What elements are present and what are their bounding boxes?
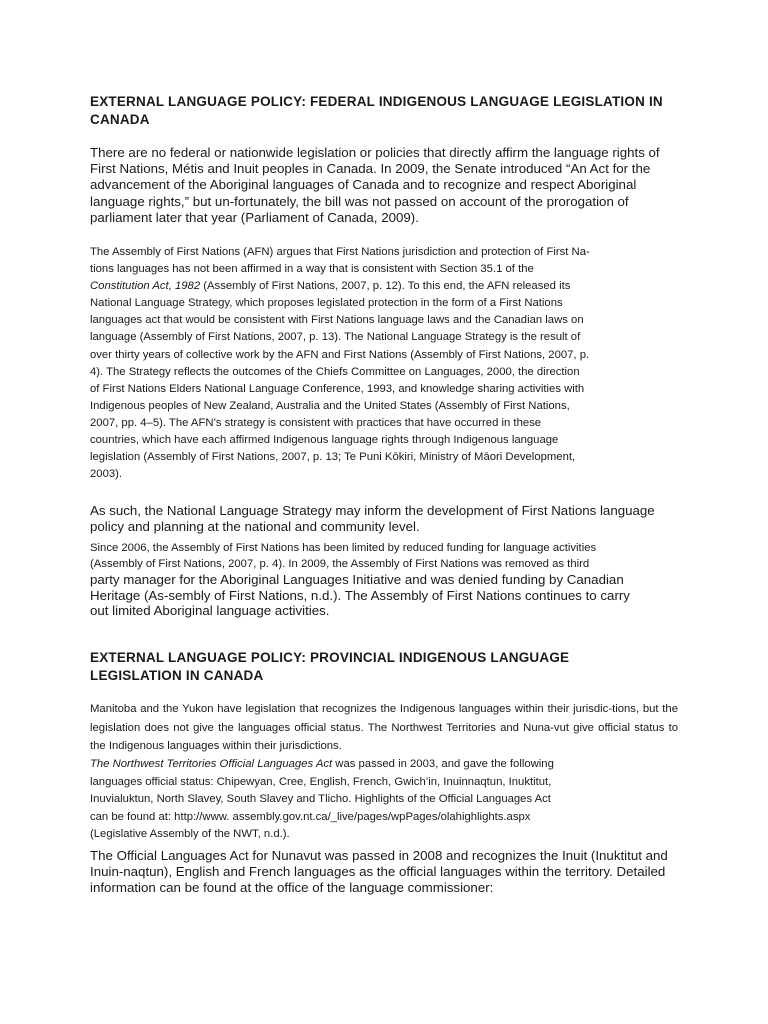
text-line: languages act that would be consistent with First Nations language laws and the Canadian laws on (90, 314, 584, 327)
text-line: Heritage (As-sembly of First Nations, n.d.). The Assembly of First Nations continues to carry (90, 587, 630, 603)
constitution-act-title: Constitution Act, 1982 (90, 280, 201, 293)
text-line: Inuvialuktun, North Slavey, South Slavey and Tlicho. Highlights of the Official Languages Act (90, 793, 551, 805)
text-line: (Legislative Assembly of the NWT, n.d.). (90, 828, 290, 840)
text-line: tions languages has not been affirmed in a way that is consistent with Section 35.1 of the (90, 263, 534, 276)
paragraph-federal-intro: There are no federal or nationwide legislation or policies that directly affirm the language rights of First Nations, Métis and Inuit peoples in Canada. In 2009, the Senate introduced “An Act for the advancement of the Aboriginal languages of Canada and to recognize and respect Aboriginal language rights,” but un-fortunately, the bill was not passed on account of the prorogation of parliament later that year (Parliament of Canada, 2009). (90, 145, 660, 225)
section-heading-federal: EXTERNAL LANGUAGE POLICY: FEDERAL INDIGENOUS LANGUAGE LEGISLATION IN CANADA (90, 94, 663, 127)
paragraph-nwt-act (90, 756, 678, 844)
text-line (90, 278, 678, 295)
paragraph-afn-funding (90, 541, 678, 619)
text-line: 2007, pp. 4–5). The AFN’s strategy is consistent with practices that have occurred in these (90, 416, 542, 429)
paragraph-provincial-intro: Manitoba and the Yukon have legislation that recognizes the Indigenous languages within their jurisdic-tions, but the legislation does not give the languages official status. The Northwest Territories and Nuna-vut give official status to the Indigenous languages within their jurisdictions. (90, 703, 678, 752)
text-line: Since 2006, the Assembly of First Nations has been limited by reduced funding for language activities (90, 542, 597, 554)
text-line: languages official status: Chipewyan, Cree, English, French, Gwich’in, Inuinnaqtun, Inuktitut, (90, 775, 552, 788)
text-line: Indigenous peoples of New Zealand, Australia and the United States (Assembly of First Nations, (90, 399, 570, 412)
text-line: out limited Aboriginal language activities. (90, 603, 330, 618)
text-line: countries, which have each affirmed Indigenous language rights through Indigenous language (90, 434, 559, 447)
text-line (90, 756, 678, 774)
text-line: (Assembly of First Nations, 2007, p. 4). In 2009, the Assembly of First Nations was removed as third (90, 557, 590, 570)
paragraph-national-strategy: As such, the National Language Strategy may inform the development of First Nations language policy and planning at the national and community level. (90, 503, 655, 535)
text-line: 2003). (90, 468, 123, 481)
text-line: over thirty years of collective work by the AFN and First Nations (Assembly of First Nations, 2007, p. (90, 348, 590, 361)
text-fragment: was passed in 2003, and gave the following (332, 758, 554, 770)
text-line: 4). The Strategy reflects the outcomes of the Chiefs Committee on Languages, 2000, the direction (90, 365, 580, 378)
text-line: of First Nations Elders National Language Conference, 1993, and knowledge sharing activities with (90, 382, 585, 395)
text-fragment: (Assembly of First Nations, 2007, p. 12). To this end, the AFN released its (203, 280, 571, 293)
section-heading-provincial: EXTERNAL LANGUAGE POLICY: PROVINCIAL INDIGENOUS LANGUAGE LEGISLATION IN CANADA (90, 650, 570, 683)
text-line: The Assembly of First Nations (AFN) argues that First Nations jurisdiction and protection of First Na- (90, 246, 590, 258)
text-line: National Language Strategy, which proposes legislated protection in the form of a First Nations (90, 297, 563, 310)
text-line: party manager for the Aboriginal Languages Initiative and was denied funding by Canadian (90, 572, 624, 587)
text-line: legislation (Assembly of First Nations, 2007, p. 13; Te Puni Kōkiri, Ministry of Māori Development, (90, 451, 576, 464)
nwt-act-title: The Northwest Territories Official Languages Act (90, 758, 333, 770)
text-line: can be found at: http://www. assembly.gov.nt.ca/_live/pages/wpPages/olahighlights.aspx (90, 810, 531, 823)
paragraph-nunavut-act: The Official Languages Act for Nunavut was passed in 2008 and recognizes the Inuit (Inuktitut and Inuin-naqtun), English and French languages as the official languages within the territory. Detailed information can be found at the office of the language commissioner: (90, 848, 668, 896)
text-line: language (Assembly of First Nations, 2007, p. 13). The National Language Strategy is the result of (90, 331, 581, 344)
paragraph-afn-strategy (90, 244, 678, 483)
